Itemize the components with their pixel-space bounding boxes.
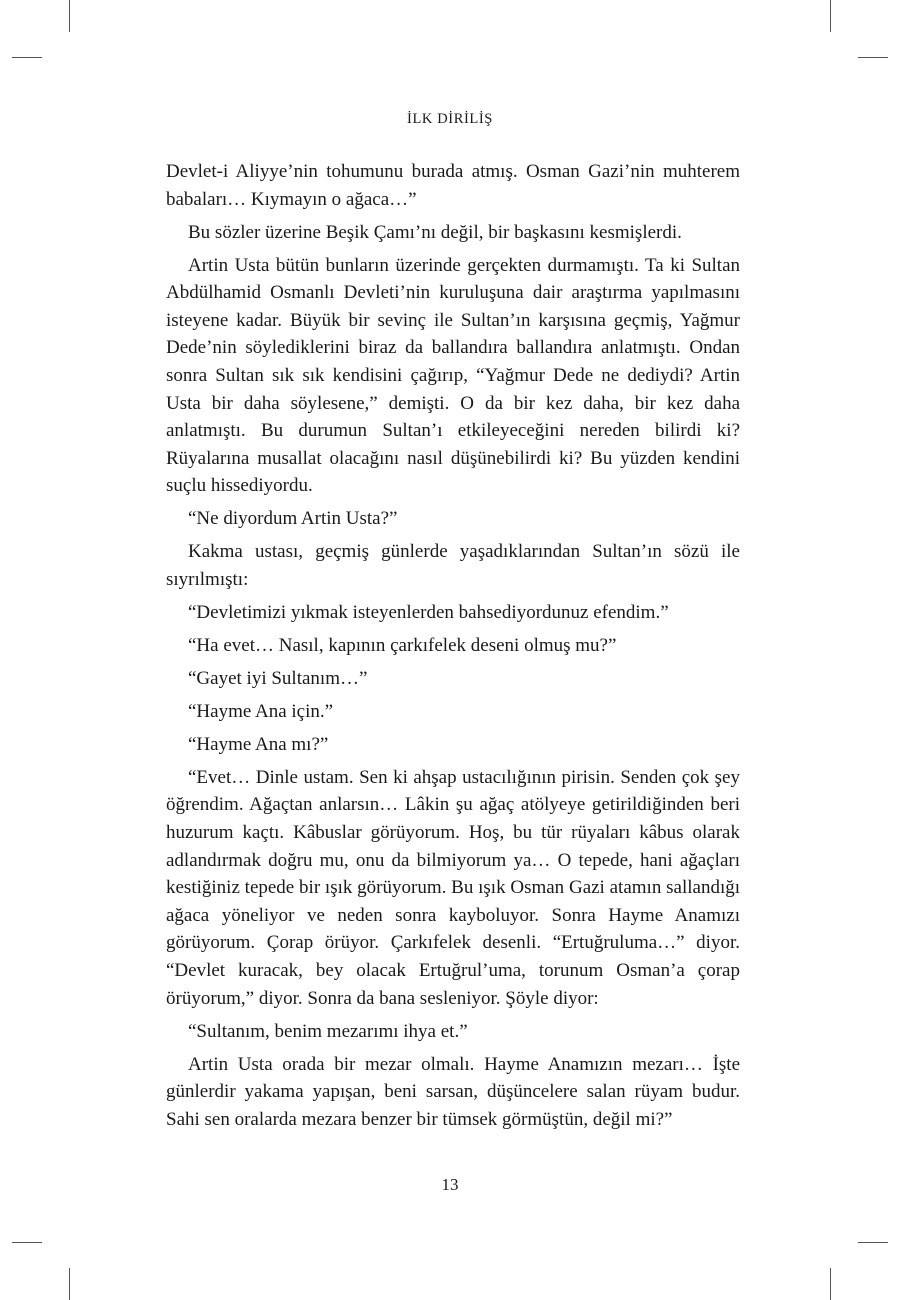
crop-mark (69, 1268, 70, 1300)
paragraph: Artin Usta orada bir mezar olmalı. Hayme Anamızın mezarı… İşte günlerdir yakama yapışan, beni sarsan, düşüncelere salan rüyam budur. Sahi sen oralarda mezara benzer bir tümsek görmüştün, değil mi?” (166, 1053, 740, 1130)
page-number: 13 (441, 1175, 459, 1194)
paragraph: “Ha evet… Nasıl, kapının çarkıfelek deseni olmuş mu?” (188, 634, 617, 656)
paragraph: “Hayme Ana için.” (188, 700, 334, 722)
paragraph: “Ne diyordum Artin Usta?” (188, 508, 398, 530)
paragraph: Bu sözler üzerine Beşik Çamı’nı değil, bir başkasını kesmişlerdi. (188, 221, 682, 243)
paragraph: “Devletimizi yıkmak isteyenlerden bahsediyordunuz efendim.” (188, 601, 669, 623)
paragraph: “Gayet iyi Sultanım…” (188, 667, 368, 689)
body-text (166, 158, 740, 1139)
crop-mark (69, 0, 70, 32)
crop-mark (830, 0, 831, 32)
paragraph: Artin Usta bütün bunların üzerinde gerçekten durmamıştı. Ta ki Sultan Abdülhamid Osmanlı Devleti’nin kuruluşuna dair araştırma yapılmasını isteyene kadar. Büyük bir sevinç ile Sultan’ın karşısına geçmiş, Yağmur Dede’nin söylediklerini biraz da ballandıra ballandıra anlatmıştı. Ondan sonra Sultan sık sık kendisini çağırıp, “Yağmur Dede ne dediydi? Artin Usta bir daha söylesene,” demişti. O da bir kez daha, bir kez daha anlatmıştı. Bu durumun Sultan’ı etkileyeceğini nereden bilirdi ki? Rüyalarına musallat olacağını nasıl düşünebilirdi ki? Bu yüzden kendini suçlu hissediyordu. (166, 254, 740, 497)
running-header: İLK DİRİLİŞ (407, 111, 493, 127)
paragraph: Kakma ustası, geçmiş günlerde yaşadıklarından Sultan’ın sözü ile sıyrılmıştı: (166, 541, 740, 590)
paragraph: “Hayme Ana mı?” (188, 733, 329, 755)
crop-mark (12, 1242, 42, 1243)
paragraph: “Sultanım, benim mezarımı ihya et.” (188, 1020, 468, 1042)
crop-mark (12, 57, 42, 58)
paragraph: Devlet-i Aliyye’nin tohumunu burada atmış. Osman Gazi’nin muhterem babaları… Kıymayın o ağaca…” (166, 161, 740, 210)
crop-mark (858, 57, 888, 58)
paragraph: “Evet… Dinle ustam. Sen ki ahşap ustacılığının pirisin. Senden çok şey öğrendim. Ağaçtan anlarsın… Lâkin şu ağaç atölyeye getirildiğinden beri huzurum kaçtı. Kâbuslar görüyorum. Hoş, bu tür rüyaları kâbus olarak adlandırmak doğru mu, onu da bilmiyorum ya… O tepede, hani ağaçları kestiğiniz tepede bir ışık görüyorum. Bu ışık Osman Gazi atamın sallandığı ağaca yöneliyor ve neden sonra kayboluyor. Sonra Hayme Anamızı görüyorum. Çorap örüyor. Çarkıfelek desenli. “Ertuğruluma…” diyor. “Devlet kuracak, bey olacak Ertuğrul’uma, torunum Osman’a çorap örüyorum,” diyor. Sonra da bana sesleniyor. Şöyle diyor: (166, 766, 740, 1009)
crop-mark (830, 1268, 831, 1300)
crop-mark (858, 1242, 888, 1243)
